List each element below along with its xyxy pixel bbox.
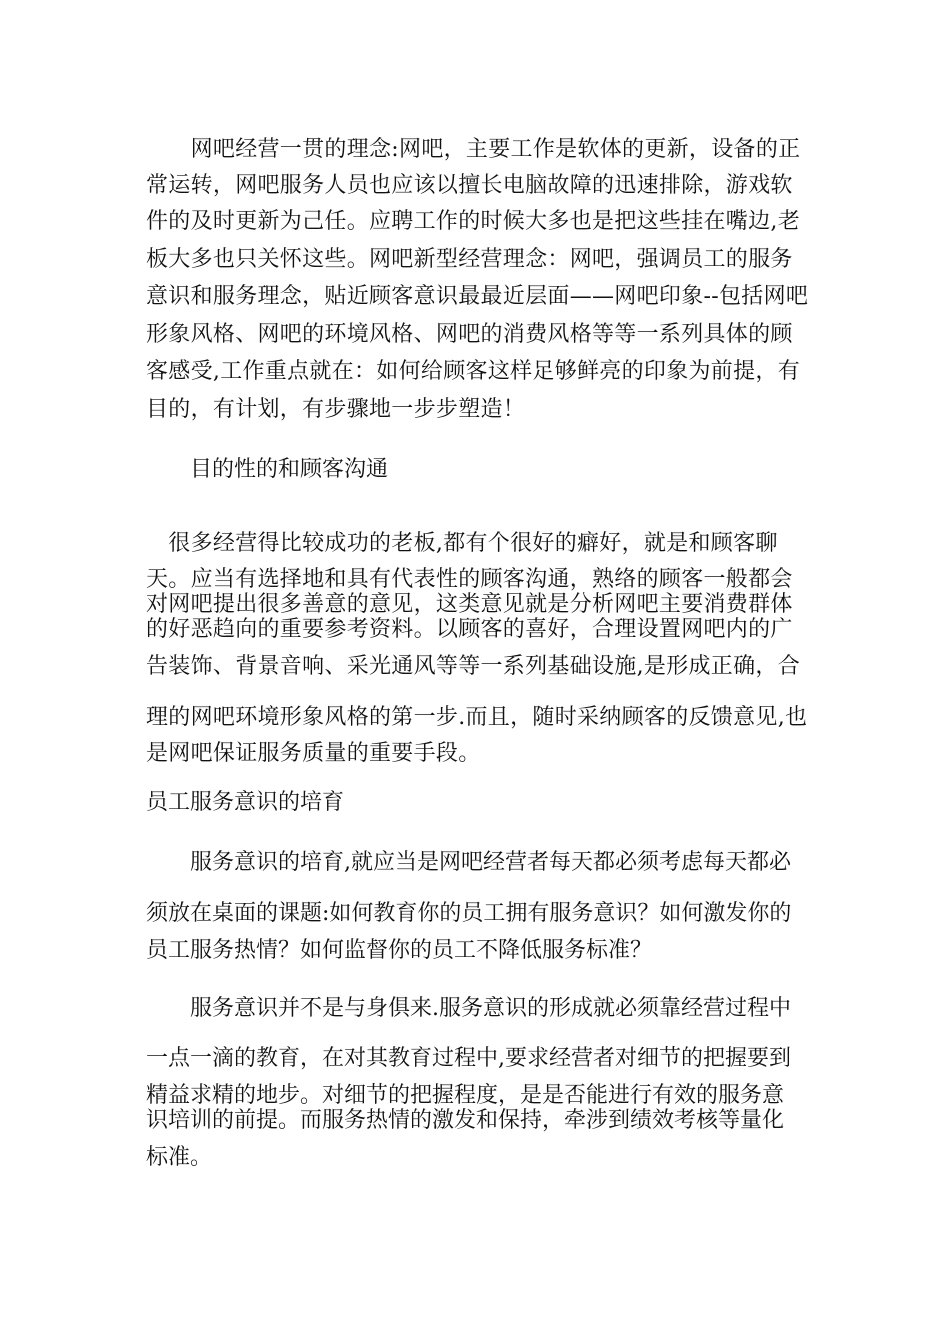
text-line: 一点一滴的教育，在对其教育过程中,要求经营者对细节的把握要到	[146, 1046, 791, 1071]
text-line: 件的及时更新为己任。应聘工作的时候大多也是把这些挂在嘴边,老	[146, 209, 800, 234]
text-line: 标准。	[146, 1145, 213, 1170]
text-line: 服务意识的培育,就应当是网吧经营者每天都必须考虑每天都必	[146, 850, 791, 875]
text-line: 告装饰、背景音响、采光通风等等一系列基础设施,是形成正确，合	[146, 654, 800, 679]
section-heading-communication: 目的性的和顾客沟通	[146, 457, 389, 482]
text-line: 精益求精的地步。对细节的把握程度，是是否能进行有效的服务意	[146, 1083, 785, 1108]
section-heading-service-awareness: 员工服务意识的培育	[146, 790, 345, 815]
text-line: 是网吧保证服务质量的重要手段。	[146, 741, 481, 766]
text-line: 目的，有计划，有步骤地一步步塑造！	[146, 397, 526, 422]
text-line: 很多经营得比较成功的老板,都有个很好的癖好，就是和顾客聊	[146, 531, 778, 556]
text-line: 常运转，网吧服务人员也应该以擅长电脑故障的迅速排除，游戏软	[146, 173, 793, 198]
text-line: 服务意识并不是与身俱来.服务意识的形成就必须靠经营过程中	[146, 996, 791, 1021]
text-line: 对网吧提出很多善意的意见，这类意见就是分析网吧主要消费群体	[146, 592, 793, 617]
text-line: 形象风格、网吧的环境风格、网吧的消费风格等等一系列具体的顾	[146, 322, 793, 347]
text-line: 识培训的前提。而服务热情的激发和保持，牵涉到绩效考核等量化	[146, 1108, 785, 1133]
text-line: 理的网吧环境形象风格的第一步.而且，随时采纳顾客的反馈意见,也	[146, 705, 808, 730]
text-line: 的好恶趋向的重要参考资料。以顾客的喜好，合理设置网吧内的广	[146, 617, 793, 642]
text-line: 天。应当有选择地和具有代表性的顾客沟通，熟络的顾客一般都会	[146, 567, 793, 592]
text-line: 网吧经营一贯的理念:网吧，主要工作是软体的更新，设备的正	[146, 137, 801, 162]
text-line: 意识和服务理念，贴近顾客意识最最近层面——网吧印象--包括网吧	[146, 284, 809, 309]
text-line: 员工服务热情？如何监督你的员工不降低服务标准？	[146, 938, 653, 963]
text-line: 须放在桌面的课题:如何教育你的员工拥有服务意识？如何激发你的	[146, 901, 792, 926]
text-line: 客感受,工作重点就在：如何给顾客这样足够鲜亮的印象为前提，有	[146, 359, 800, 384]
text-line: 板大多也只关怀这些。网吧新型经营理念：网吧，强调员工的服务	[146, 247, 793, 272]
